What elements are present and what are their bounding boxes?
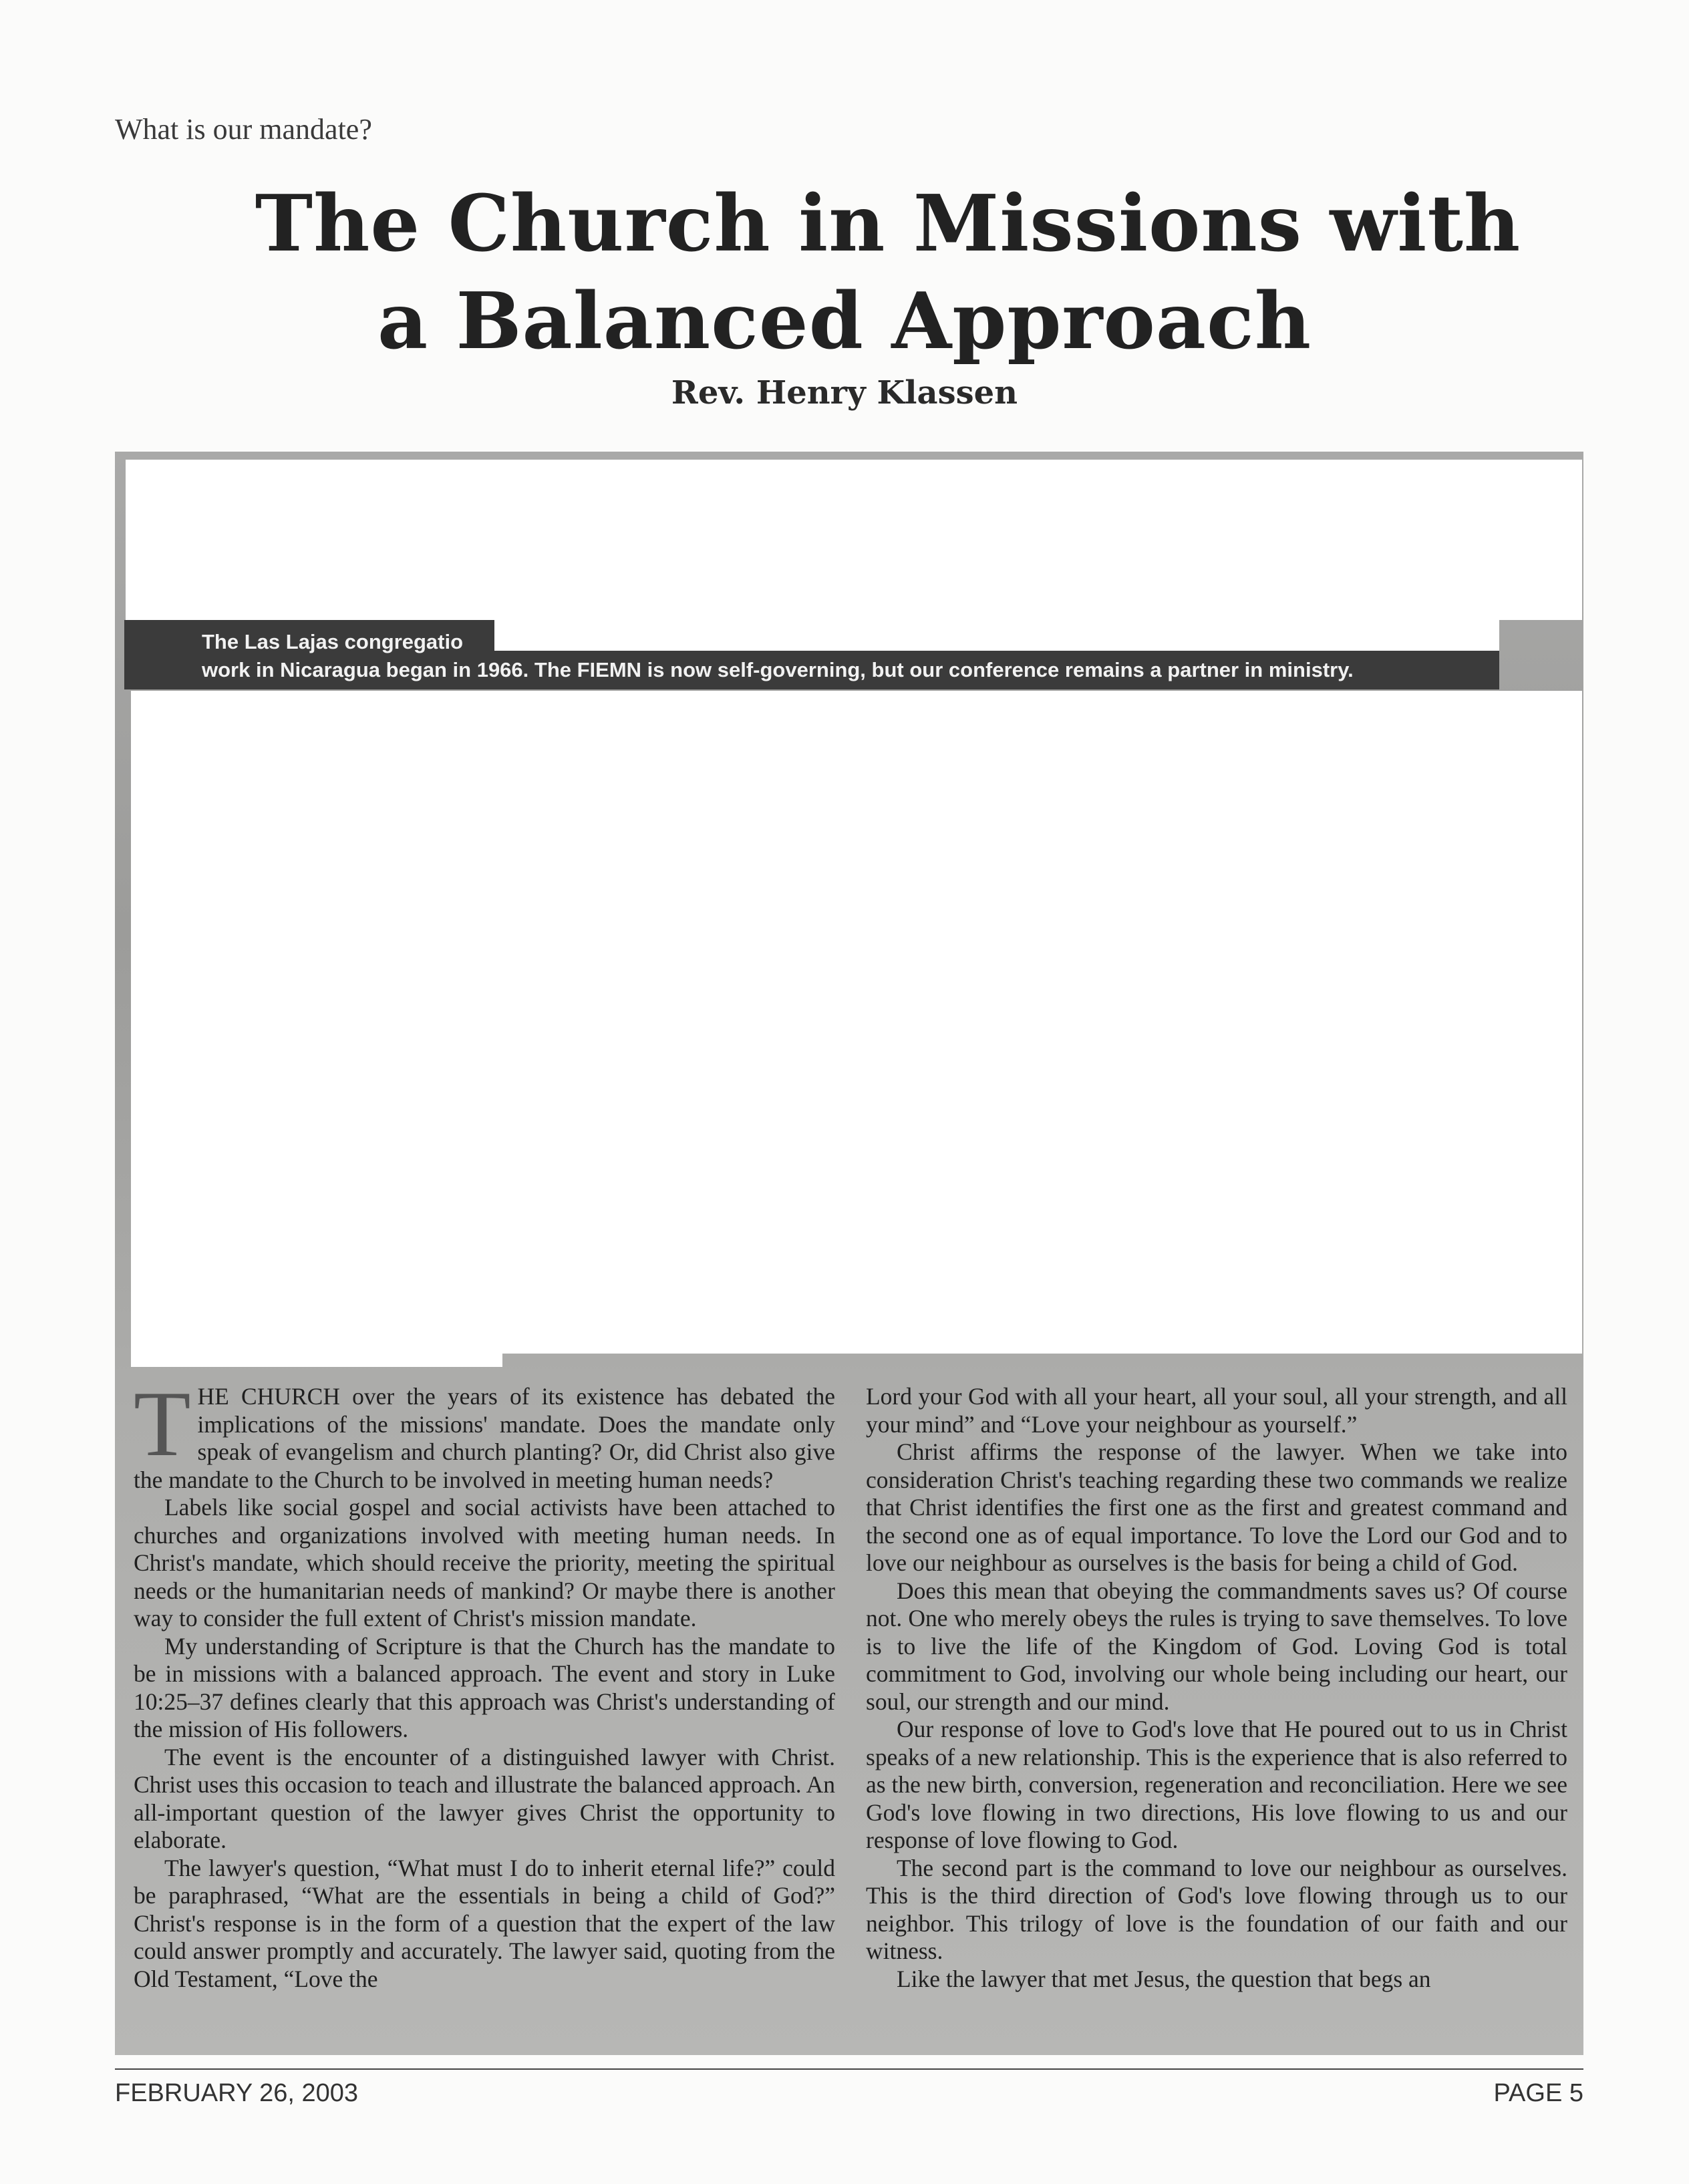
author-byline: Rev. Henry Klassen — [671, 374, 1018, 412]
drop-cap: T — [134, 1372, 191, 1476]
paragraph — [134, 1372, 835, 1494]
caption-line-1: The Las Lajas congregatio — [202, 630, 464, 653]
paragraph: Our response of love to God's love that He poured out to us in Christ speaks of a new relationship. This is the experience that is also referred to as the new birth, conversion, regeneration and reconciliation. Here we see God's love flowing in two directions, His love flowing to us and our response of love flowing to God. — [866, 1716, 1567, 1853]
article-title — [0, 175, 1689, 370]
article-column-right — [866, 1383, 1567, 1993]
paragraph: The event is the encounter of a distinguished lawyer with Christ. Christ uses this occasion to teach and illustrate the balanced approach. An all-important question of the lawyer gives Christ the opportunity to elaborate. — [134, 1743, 835, 1853]
caption-redaction — [494, 620, 1499, 651]
paragraph: Like the lawyer that met Jesus, the question that begs an — [897, 1965, 1431, 1992]
paragraph: Labels like social gospel and social activists have been attached to churches and organizations involved with meeting human needs. In Christ's mandate, which should receive the priority, meeting the spiritual needs or the humanitarian needs of mankind? Or maybe there is another way to consider the full extent of Christ's mission mandate. — [134, 1494, 835, 1631]
section-kicker: What is our mandate? — [115, 113, 372, 146]
paragraph: Does this mean that obeying the commandments saves us? Of course not. One who merely obeys the rules is trying to save themselves. To love is to live the life of the Kingdom of God. Loving God is total commitment to God, involving our whole being including our heart, our soul, our strength and our mind. — [866, 1577, 1567, 1715]
title-line-1: The Church in Missions with — [255, 178, 1521, 269]
paragraph-text: HE CHURCH over the years of its existence has debated the implications of the missions' mandate. Does the mandate only speak of evangelism and church planting? Or, did Christ also give the mandate to the Church to be involved in meeting human needs? — [134, 1383, 835, 1493]
photo-redacted-main — [131, 691, 1582, 1354]
paragraph: My understanding of Scripture is that the Church has the mandate to be in missions with a balanced approach. The event and story in Luke 10:25–37 defines clearly that this approach was Christ's understanding of the mission of His followers. — [134, 1632, 835, 1742]
photo-redacted-strip — [131, 1354, 502, 1367]
footer-date: FEBRUARY 26, 2003 — [115, 2079, 359, 2107]
paragraph: Christ affirms the response of the lawyer. When we take into consideration Christ's teaching regarding these two commands we realize that Christ identifies the first one as the first and greatest command and the second one as of equal importance. To love the Lord our God and to love our neighbour as ourselves is the basis for being a child of God. — [866, 1438, 1567, 1576]
caption-line-2: work in Nicaragua began in 1966. The FIEMN is now self-governing, but our conference remains a partner in ministry. — [202, 658, 1354, 681]
photo-redacted-top — [126, 460, 1582, 620]
paragraph: Lord your God with all your heart, all your soul, all your strength, and all your mind” and “Love your neighbour as yourself.” — [866, 1383, 1567, 1438]
paragraph: The second part is the command to love our neighbour as ourselves. This is the third direction of God's love flowing through us to our neighbor. This trilogy of love is the foundation of our faith and our witness. — [866, 1854, 1567, 1964]
footer-rule — [115, 2068, 1583, 2070]
footer-page-number: PAGE 5 — [1493, 2079, 1583, 2107]
title-line-2: a Balanced Approach — [377, 276, 1312, 367]
article-column-left — [134, 1372, 835, 1993]
paragraph: The lawyer's question, “What must I do to inherit eternal life?” could be paraphrased, “What are the essentials in being a child of God?” Christ's response is in the form of a question that the expert of the law could answer promptly and accurately. The lawyer said, quoting from the Old Testament, “Love the — [134, 1854, 835, 1992]
